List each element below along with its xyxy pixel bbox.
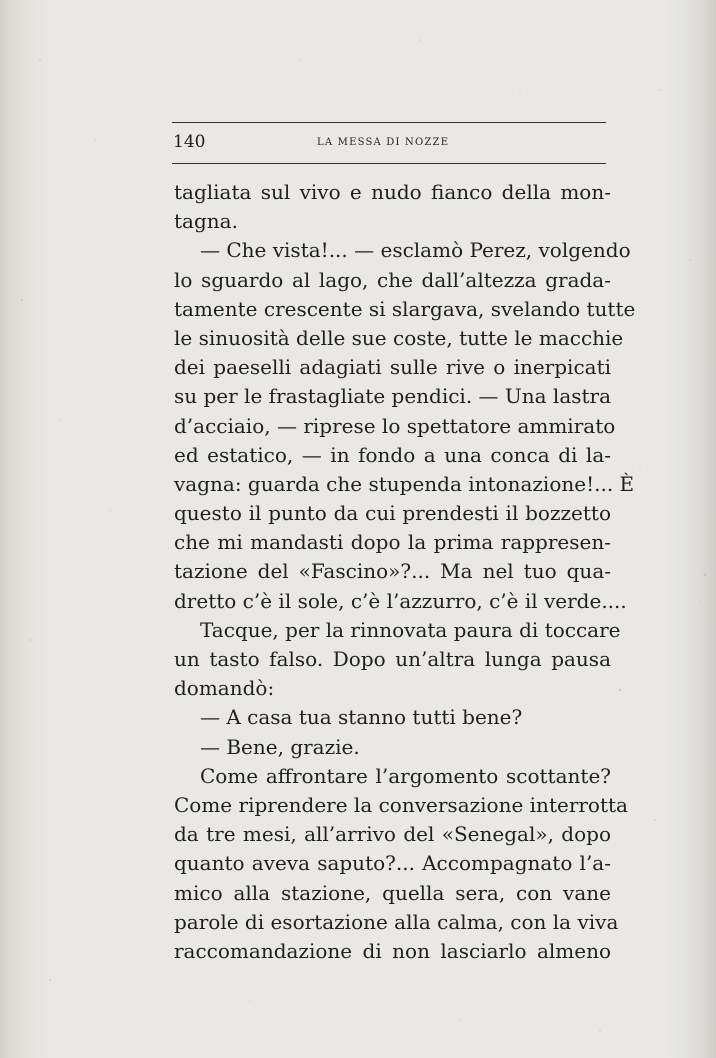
text-line: Come affrontare l’argomento scottante? — [200, 763, 611, 788]
text-line: tagliata sul vivo e nudo fianco della mon- — [174, 180, 611, 204]
text-line: che mi mandasti dopo la prima rappresen- — [174, 530, 611, 555]
text-line: tamente crescente si slargava, svelando tutte — [174, 296, 636, 321]
text-line: dretto c’è il sole, c’è l’azzurro, c’è il verde.... — [174, 588, 627, 613]
text-line: mico alla stazione, quella sera, con vane — [174, 880, 611, 905]
text-line: questo il punto da cui prendesti il bozzetto — [174, 501, 611, 526]
text-line: un tasto falso. Dopo un’altra lunga pausa — [174, 647, 611, 671]
text-line: parole di esortazione alla calma, con la viva — [174, 909, 619, 934]
text-line: domandò: — [174, 676, 275, 701]
text-line: dei paeselli adagiati sulle rive o inerpicati — [174, 355, 611, 380]
text-line: Tacque, per la rinnovata paura di toccare — [200, 617, 621, 642]
text-line: su per le frastagliate pendici. — Una lastra — [174, 384, 612, 409]
text-line: d’acciaio, — riprese lo spettatore ammirato — [174, 413, 616, 438]
text-line: — Bene, grazie. — [200, 734, 360, 759]
text-line: Come riprendere la conversazione interrotta — [174, 792, 628, 817]
text-line: le sinuosità delle sue coste, tutte le macchie — [174, 325, 624, 350]
page-number: 140 — [173, 132, 206, 152]
text-line: ed estatico, — in fondo a una conca di la- — [174, 442, 611, 467]
text-line: raccomandazione di non lasciarlo almeno — [174, 938, 611, 963]
text-line: tagna. — [174, 209, 238, 234]
text-line: da tre mesi, all’arrivo del «Senegal», dopo — [174, 822, 611, 847]
text-line: vagna: guarda che stupenda intonazione!... È — [174, 471, 635, 496]
text-line: — Che vista!... — esclamò Perez, volgendo — [200, 238, 631, 263]
text-line: quanto aveva saputo?... Accompagnato l’a- — [174, 851, 611, 876]
body-text — [174, 178, 636, 966]
running-header — [172, 122, 606, 164]
running-title: LA MESSA DI NOZZE — [317, 137, 450, 148]
text-line: — A casa tua stanno tutti bene? — [200, 705, 523, 730]
text-line: lo sguardo al lago, che dall’altezza grada- — [174, 267, 611, 292]
text-line: tazione del «Fascino»?... Ma nel tuo qua- — [174, 559, 611, 584]
